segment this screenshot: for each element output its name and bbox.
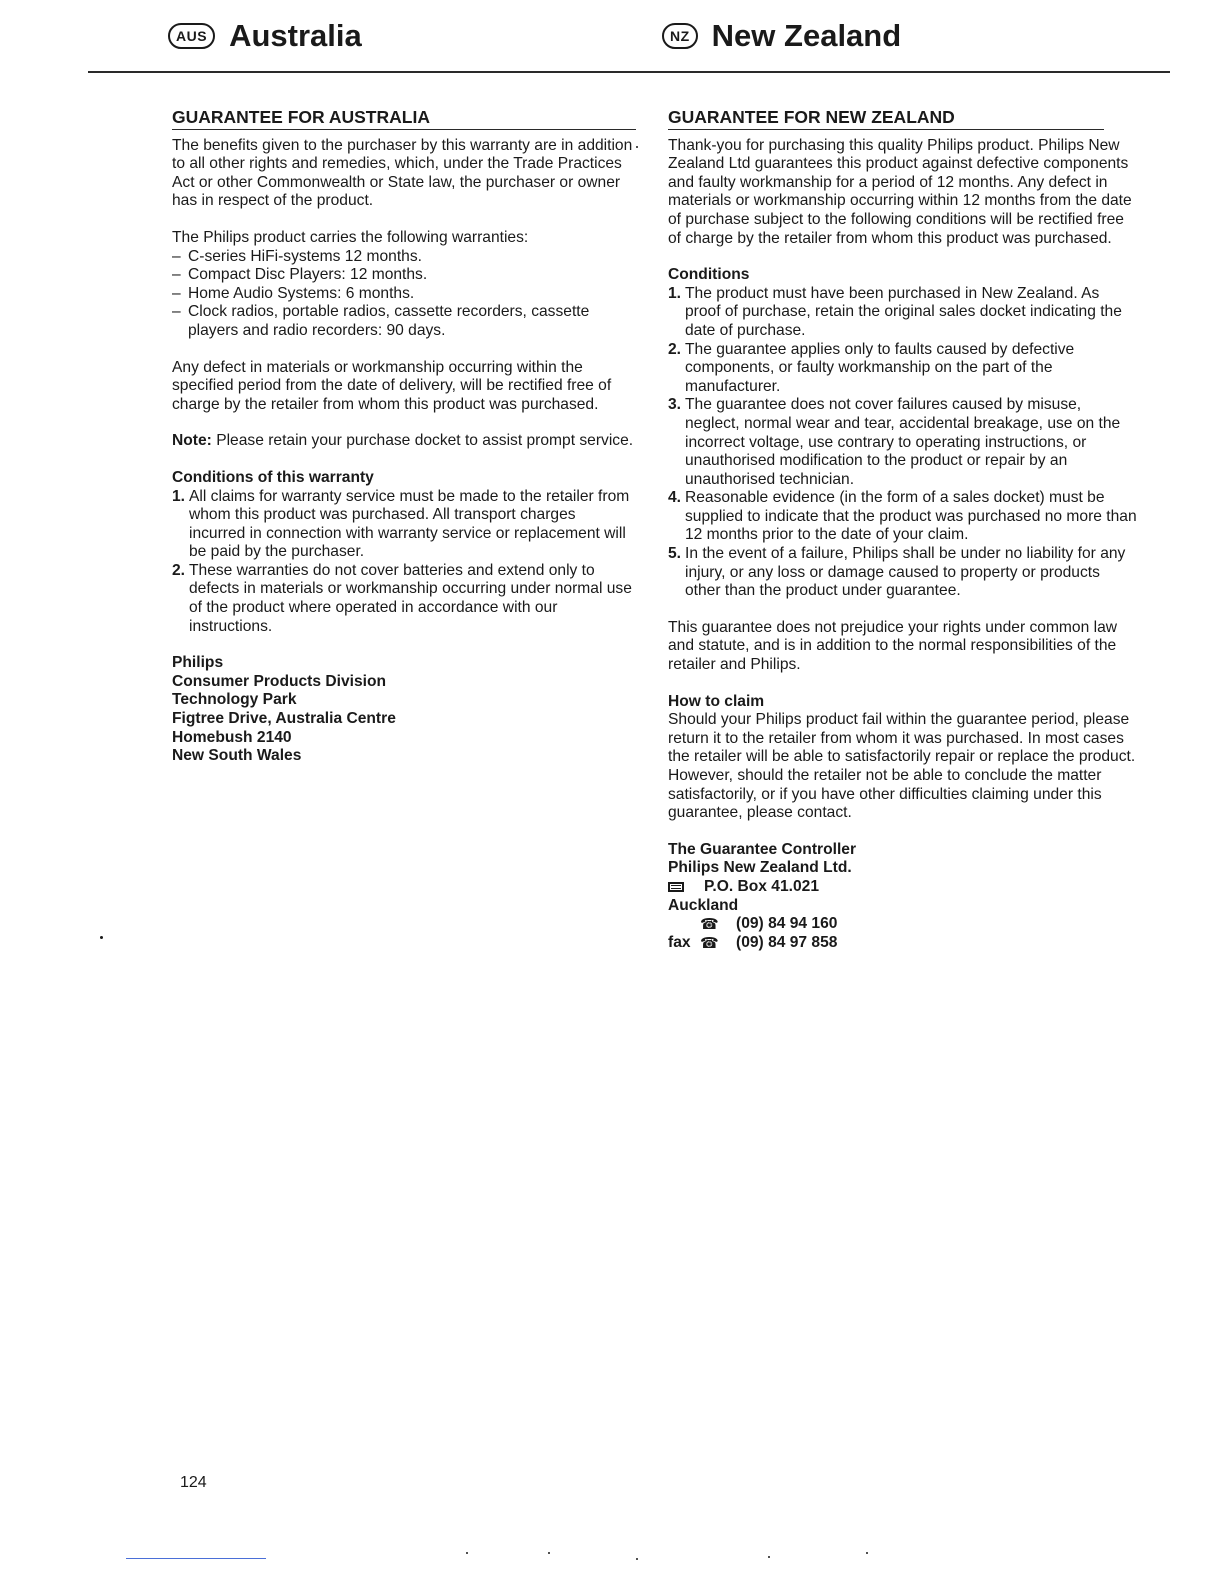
conditions-list <box>172 488 636 637</box>
conditions-list <box>668 285 1138 601</box>
list-item: – C-series HiFi-systems 12 months. <box>172 247 422 265</box>
list-item: 1. All claims for warranty service must be made to the retailer from whom this product was purchased. All transport charges incurred in connection with warranty service or replacement will be paid by the purchaser. <box>172 487 630 561</box>
warranty-list <box>172 248 636 341</box>
philips-address: Philips Consumer Products Division Technology Park Figtree Drive, Australia Centre Homebush 2140 New South Wales <box>172 654 396 765</box>
page-number: 124 <box>180 1474 207 1491</box>
scan-speck <box>768 1556 770 1558</box>
list-item: 5. In the event of a failure, Philips shall be under no liability for any injury, or any loss or damage caused to property or products other than the product under guarantee. <box>668 545 1126 600</box>
australia-heading: Australia <box>229 18 362 53</box>
dash-marker: – <box>172 247 181 265</box>
list-item: 1. The product must have been purchased in New Zealand. As proof of purchase, retain the original sales docket indicating the date of purchase. <box>668 284 1122 339</box>
nz-badge: NZ <box>662 23 698 49</box>
phone-icon: ☎ <box>700 915 719 933</box>
scan-speck <box>636 146 638 148</box>
note-label: Note: <box>172 432 212 450</box>
mailbox-icon <box>668 882 684 892</box>
list-item: 2. These warranties do not cover batteries and extend only to defects in materials or workmanship occurring under normal use of the product where operated in accordance with our instructions. <box>172 561 632 635</box>
how-to-claim-title: How to claim <box>668 692 765 710</box>
list-item: 2. The guarantee applies only to faults caused by defective components, or faulty workmanship on the part of the manufacturer. <box>668 340 1075 395</box>
contact-block <box>668 841 1138 953</box>
contact-line-2: Philips New Zealand Ltd. <box>668 859 852 877</box>
header-australia <box>168 18 362 54</box>
australia-intro: The benefits given to the purchaser by this warranty are in addition to all other rights and remedies, which, under the Trade Practices Act or other Commonwealth or State law, the purchaser or owner has in respect of the product. <box>172 136 633 210</box>
phone-row <box>668 915 1138 934</box>
scan-speck <box>866 1552 868 1554</box>
new-zealand-heading: New Zealand <box>711 18 902 53</box>
footer-line <box>126 1558 266 1559</box>
contact-city: Auckland <box>668 896 739 914</box>
scan-speck <box>548 1552 550 1554</box>
defect-text: Any defect in materials or workmanship occurring within the specified period from the date of delivery, will be rectified free of charge by the retailer from whom this product was purchased. <box>172 358 612 413</box>
dash-marker: – <box>172 266 181 284</box>
dash-marker: – <box>172 303 181 321</box>
list-item: 3. The guarantee does not cover failures caused by misuse, neglect, normal wear and tear, accidental breakage, use on the incorrect voltage, use contrary to operating instructions, or unauthorised modification to the product or repair by an unauthorised technician. <box>668 396 1121 488</box>
warranties-intro: The Philips product carries the following warranties: <box>172 228 529 246</box>
claim-text-1: Should your Philips product fail within the guarantee period, please return it to the retailer from whom it was purchased. In most cases the retailer will be able to satisfactorily repair or replace the product. <box>668 711 1136 766</box>
phone-number: (09) 84 94 160 <box>736 915 838 933</box>
dash-marker: – <box>172 284 181 302</box>
fax-number: (09) 84 97 858 <box>736 933 838 951</box>
list-item: – Home Audio Systems: 6 months. <box>172 284 415 302</box>
contact-line-1: The Guarantee Controller <box>668 840 857 858</box>
australia-section-title: GUARANTEE FOR AUSTRALIA <box>172 108 636 130</box>
new-zealand-column <box>668 108 1138 952</box>
conditions-title: Conditions of this warranty <box>172 468 374 486</box>
new-zealand-intro: Thank-you for purchasing this quality Philips product. Philips New Zealand Ltd guarantees this product against defective components and faulty workmanship for a period of 12 months. Any defect in materials or workmanship occurring within 12 months from the date of purchase subject to the following conditions will be rectified free of charge by the retailer from whom this product was purchased. <box>668 136 1132 247</box>
conditions-title: Conditions <box>668 266 750 284</box>
scan-speck <box>636 1558 638 1560</box>
scan-speck <box>100 936 103 939</box>
po-box-row <box>668 878 1138 897</box>
list-item: – Clock radios, portable radios, cassette recorders, cassette players and radio recorders: 90 days. <box>172 303 590 339</box>
list-item: 4. Reasonable evidence (in the form of a sales docket) must be supplied to indicate that the product was purchased no more than 12 months prior to the date of your claim. <box>668 489 1137 544</box>
note <box>172 432 636 451</box>
header-new-zealand <box>662 18 901 54</box>
australia-column <box>172 108 636 766</box>
new-zealand-section-title: GUARANTEE FOR NEW ZEALAND <box>668 108 1104 130</box>
list-item: – Compact Disc Players: 12 months. <box>172 266 428 284</box>
po-box: P.O. Box 41.021 <box>704 877 820 895</box>
note-text: Please retain your purchase docket to assist prompt service. <box>211 432 634 450</box>
scan-speck <box>466 1552 468 1554</box>
fax-row <box>668 934 1138 953</box>
prejudice-text: This guarantee does not prejudice your rights under common law and statute, and is in addition to the normal responsibilities of the retailer and Philips. <box>668 618 1117 674</box>
aus-badge: AUS <box>168 23 215 49</box>
header-divider <box>88 71 1170 73</box>
fax-phone-icon: ☎ <box>700 934 719 952</box>
fax-label: fax <box>668 933 691 951</box>
claim-text-2: However, should the retailer not be able to conclude the matter satisfactorily, or if you have other difficulties claiming under this guarantee, please contact. <box>668 767 1102 822</box>
